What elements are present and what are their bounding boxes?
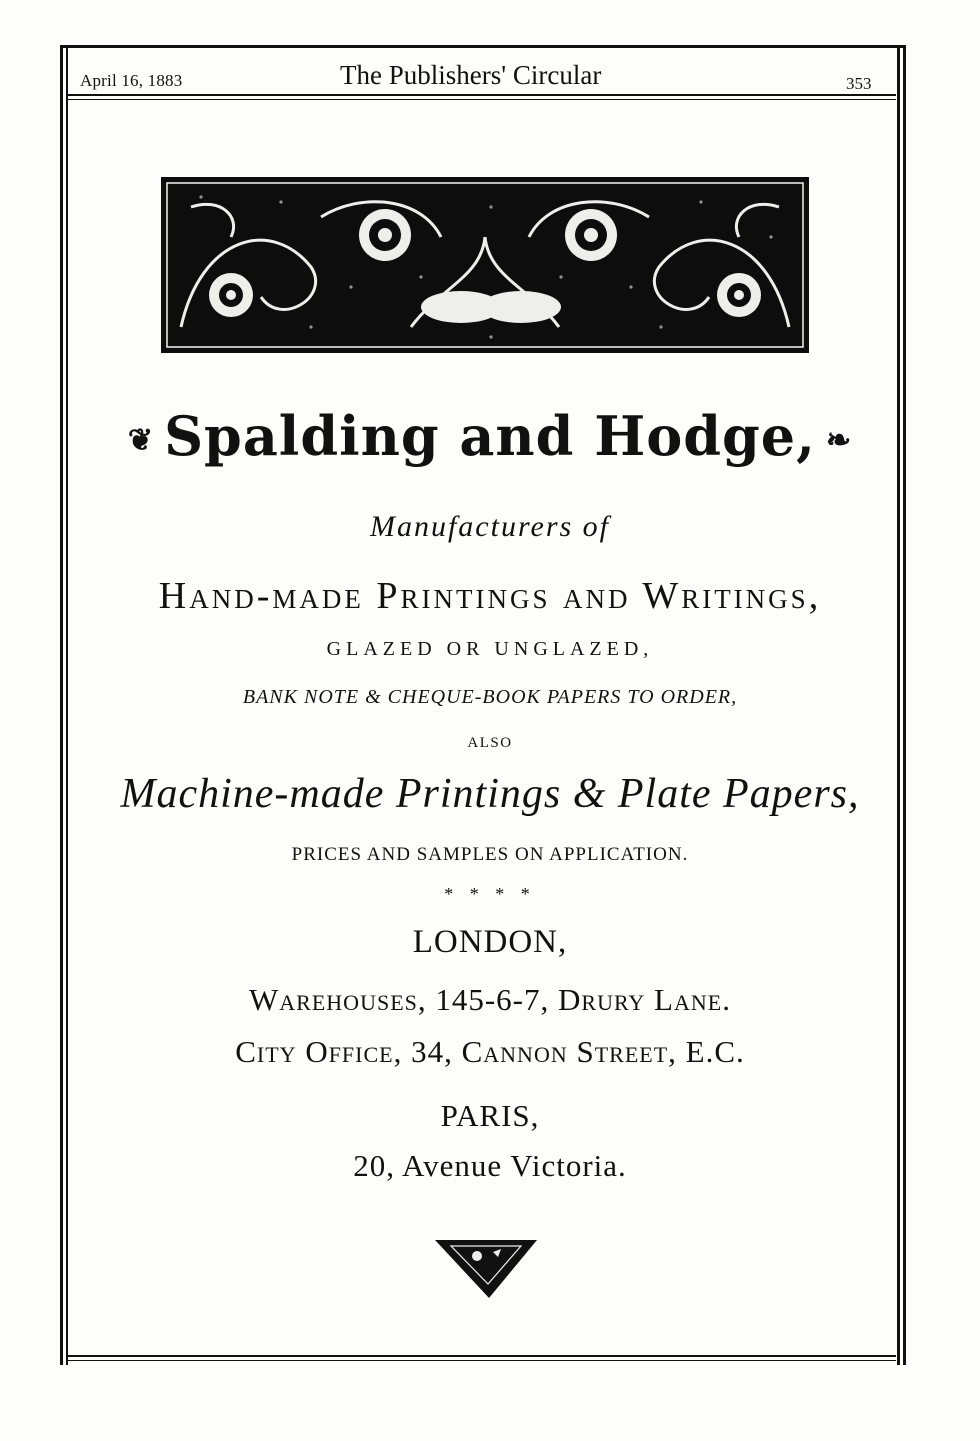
paris-address: 20, Avenue Victoria. xyxy=(353,1148,627,1183)
header-rule xyxy=(68,94,896,96)
frame-top-border xyxy=(60,45,906,48)
machine-made-line: Machine-made Printings & Plate Papers, xyxy=(120,771,860,817)
prices-line: PRICES AND SAMPLES ON APPLICATION. xyxy=(291,844,689,865)
london-heading: LONDON, xyxy=(412,924,568,960)
header-date: April 16, 1883 xyxy=(80,71,183,90)
glazed-line: GLAZED OR UNGLAZED, xyxy=(326,638,654,660)
header-rule-thin xyxy=(68,99,896,100)
also-line: ALSO xyxy=(467,735,513,751)
right-ornament-icon: ❧ xyxy=(825,423,853,459)
city-office-address: City Office, 34, Cannon Street, E.C. xyxy=(235,1034,745,1069)
header-page-number: 353 xyxy=(846,74,872,93)
footer-rule-thin xyxy=(68,1360,896,1361)
star-divider: * * * * xyxy=(444,884,536,904)
company-name-text: Spalding and Hodge, xyxy=(164,404,816,468)
manufacturers-of-line: Manufacturers of xyxy=(369,510,611,543)
header-title: The Publishers' Circular xyxy=(340,60,602,90)
hand-made-products-line: Hand-made Printings and Writings, xyxy=(158,575,822,617)
paris-heading: PARIS, xyxy=(440,1098,540,1133)
company-name xyxy=(0,404,980,468)
ornamental-banner-illustration xyxy=(161,177,809,353)
left-ornament-icon: ❦ xyxy=(127,423,155,459)
triangle-tailpiece-icon xyxy=(433,1236,539,1300)
bank-note-line: BANK NOTE & CHEQUE-BOOK PAPERS TO ORDER, xyxy=(242,686,738,708)
warehouses-address: Warehouses, 145-6-7, Drury Lane. xyxy=(249,982,731,1017)
footer-rule xyxy=(68,1355,896,1357)
